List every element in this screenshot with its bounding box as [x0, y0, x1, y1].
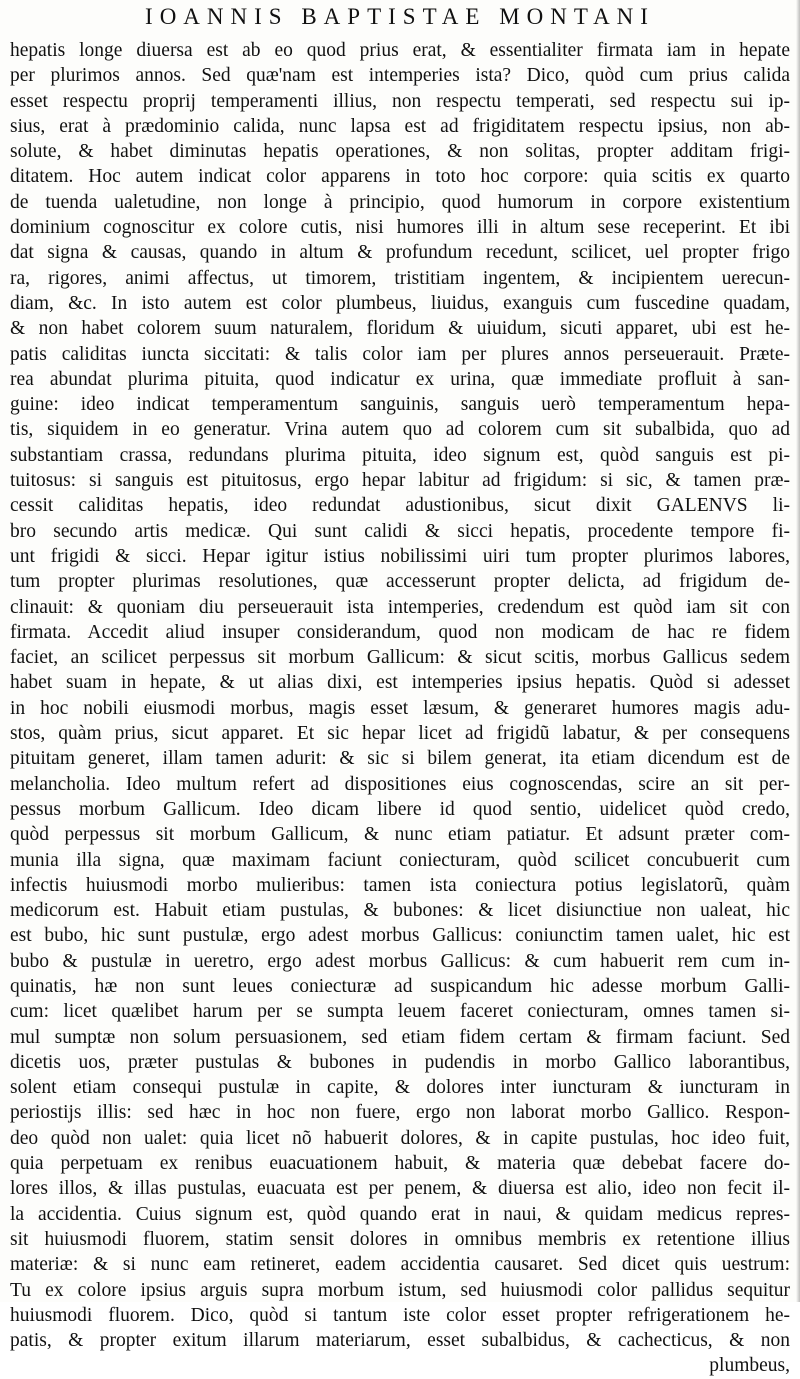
body-text: [10, 38, 790, 1379]
text-line: cum: licet quælibet harum per se sumpta leuem faceret coniecturam, omnes tamen si-: [10, 1001, 790, 1023]
text-line: diam, &c. In isto autem est color plumbeus, liuidus, exanguis cum fuscedine quadam,: [10, 292, 790, 314]
text-line: plumbeus,: [709, 1355, 790, 1377]
text-line: patis caliditas iuncta siccitati: & talis color iam per plures annos perseuerauit. Præte-: [10, 343, 790, 365]
text-line: tum propter plurimas resolutiones, quæ accesserunt propter delicta, ad frigidum de-: [10, 571, 790, 593]
text-line: tuitosus: si sanguis est pituitosus, ergo hepar labitur ad frigidum: si sic, & tamen præ-: [10, 470, 790, 492]
text-line: ditatem. Hoc autem indicat color apparens in toto hoc corpore: quia scitis ex quarto: [10, 166, 790, 188]
text-line: clinauit: & quoniam diu perseuerauit ista intemperies, credendum est quòd iam sit con: [10, 596, 790, 618]
text-line: quòd perpessus sit morbum Gallicum, & nunc etiam patiatur. Et adsunt præter com-: [10, 824, 790, 846]
text-line: bro secundo artis medicæ. Qui sunt calidi & sicci hepatis, procedente tempore fi-: [10, 520, 790, 542]
text-line: pituitam generet, illam tamen adurit: & sic si bilem generat, ita etiam dicendum est de: [10, 748, 790, 770]
text-line: solent etiam consequi pustulæ in capite, & dolores inter iuncturam & iuncturam in: [10, 1077, 790, 1099]
text-line: substantiam crassa, redundans plurima pituita, ideo signum est, quòd sanguis est pi-: [10, 444, 790, 466]
text-line: est bubo, hic sunt pustulæ, ergo adest morbus Gallicus: coniunctim tamen ualet, hic est: [10, 925, 790, 947]
text-line: lores illos, & illas pustulas, euacuata est per penem, & diuersa est alio, ideo non fecit il-: [10, 1178, 790, 1200]
text-line: ra, rigores, animi affectus, ut timorem, tristitiam ingentem, & incipientem uerecun-: [10, 267, 790, 289]
text-line: quinatis, hæ non sunt leues coniecturæ ad suspicandum hic adesse morbum Galli-: [10, 975, 790, 997]
text-line: huiusmodi fluorem. Dico, quòd si tantum iste color esset propter refrigerationem he-: [10, 1304, 790, 1326]
text-line: Tu ex colore ipsius arguis supra morbum istum, sed huiusmodi color pallidus sequitur: [10, 1279, 790, 1301]
text-line: guine: ideo indicat temperamentum sanguinis, sanguis uerò temperamentum hepa-: [10, 394, 790, 416]
text-line: stos, quàm prius, sicut apparet. Et sic hepar licet ad frigidũ labatur, & per consequens: [10, 723, 790, 745]
text-line: cessit caliditas hepatis, ideo redundat adustionibus, sicut dixit GALENVS li-: [10, 495, 790, 517]
text-line: periostijs illis: sed hæc in hoc non fuere, ergo non laborat morbo Gallico. Respon-: [10, 1102, 790, 1124]
text-line: in hoc nobili eiusmodi morbus, magis esset læsum, & generaret humores magis adu-: [10, 697, 790, 719]
text-line: dominium cognoscitur ex colore cutis, nisi humores illi in altum sese receperint. Et ibi: [10, 217, 790, 239]
text-line: unt frigidi & sicci. Hepar igitur istius nobilissimi uiri tum propter plurimos labores,: [10, 545, 790, 567]
text-line: tis, siquidem in eo generatur. Vrina autem quo ad colorem cum sit subalbida, quo ad: [10, 419, 790, 441]
text-line: hepatis longe diuersa est ab eo quod prius erat, & essentialiter firmata iam in hepate: [10, 40, 790, 61]
running-head: IOANNIS BAPTISTAE MONTANI: [145, 4, 655, 29]
text-line: per plurimos annos. Sed quæ'nam est intemperies ista? Dico, quòd cum prius calida: [10, 65, 790, 87]
text-line: munia illa signa, quæ maximam faciunt coniecturam, quòd scilicet concubuerit cum: [10, 849, 790, 871]
text-line: melancholia. Ideo multum refert ad dispositiones eius cognoscendas, scire an sit per-: [10, 773, 790, 795]
text-line: dat signa & causas, quando in altum & profundum recedunt, scilicet, uel propter frigo: [10, 242, 790, 264]
text-line: deo quòd non ualet: quia licet nõ habuerit dolores, & in capite pustulas, hoc ideo fuit,: [10, 1127, 790, 1149]
text-line: materiæ: & si nunc eam retineret, eadem accidentia causaret. Sed dicet quis uestrum:: [10, 1254, 790, 1276]
text-line: la accidentia. Cuius signum est, quòd quando erat in naui, & quidam medicus repres-: [10, 1203, 790, 1225]
text-line: medicorum est. Habuit etiam pustulas, & bubones: & licet disiunctiue non ualeat, hic: [10, 900, 790, 922]
text-line: & non habet colorem suum naturalem, floridum & uiuidum, sicuti apparet, ubi est he-: [10, 318, 790, 340]
text-line: esset respectu proprij temperamenti illius, non respectu temperati, sed respectu sui ip-: [10, 90, 790, 112]
text-line: rea abundat plurima pituita, quod indicatur ex urina, quæ immediate profluit à san-: [10, 368, 790, 390]
text-line: faciet, an scilicet perpessus sit morbum Gallicum: & sicut scitis, morbus Gallicus sedem: [10, 647, 790, 669]
text-line: infectis huiusmodi morbo mulieribus: tamen ista coniectura potius legislatorũ, quàm: [10, 874, 790, 896]
text-line: quia perpetuam ex renibus euacuationem habuit, & materia quæ debebat facere do-: [10, 1153, 790, 1175]
text-line: de tuenda ualetudine, non longe à principio, quod humorum in corpore existentium: [10, 191, 790, 213]
text-line: patis, & propter exitum illarum materiarum, esset subalbidus, & cachecticus, & non: [10, 1330, 790, 1352]
text-line: sit huiusmodi fluorem, statim sensit dolores in omnibus membris ex retentione illius: [10, 1228, 790, 1250]
text-line: firmata. Accedit aliud insuper considerandum, quod non modicam de hac re fidem: [10, 621, 790, 643]
text-line: bubo & pustulæ in ueretro, ergo adest morbus Gallicus: & cum habuerit rem cum in-: [10, 950, 790, 972]
text-line: dicetis uos, præter pustulas & bubones in pudendis in morbo Gallico laborantibus,: [10, 1051, 790, 1073]
text-line: sius, erat à prædominio calida, nunc lapsa est ad frigiditatem respectu ipsius, non ab-: [10, 115, 790, 137]
text-line: solute, & habet diminutas hepatis operationes, & non solitas, propter additam frigi-: [10, 141, 790, 163]
text-line: habet suam in hepate, & ut alias dixi, est intemperies ipsius hepatis. Quòd si adesset: [10, 672, 790, 694]
text-line: pessus morbum Gallicum. Ideo dicam libere id quod sentio, uidelicet quòd credo,: [10, 798, 790, 820]
text-line: mul sumptæ non solum persuasionem, sed etiam fidem certam & firmam faciunt. Sed: [10, 1026, 790, 1048]
page-edge-shadow: [796, 0, 800, 1302]
